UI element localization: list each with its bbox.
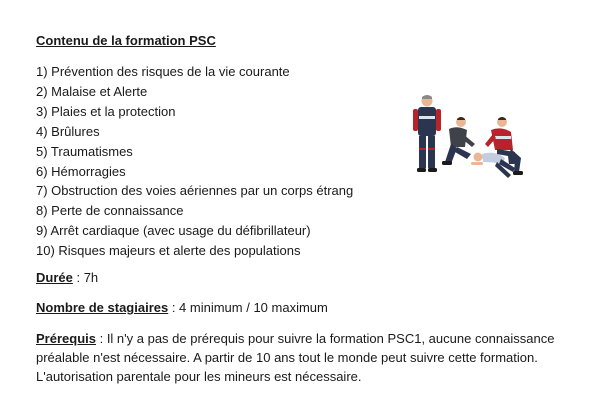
topic-item: 10) Risques majeurs et alerte des populations (36, 243, 301, 259)
trainees-line (36, 299, 576, 317)
topic-item: 7) Obstruction des voies aériennes par un corps étrang (36, 183, 354, 199)
standing-rescuer-icon (413, 95, 441, 172)
duration-value: : 7h (72, 270, 99, 286)
topic-item: 2) Malaise et Alerte (36, 83, 148, 99)
topic-item: 3) Plaies et la protection (36, 103, 176, 119)
first-aid-rescuers-icon (405, 92, 530, 194)
prerequisites-label: Prérequis (36, 331, 96, 347)
trainees-value: : 4 minimum / 10 maximum (168, 300, 328, 316)
prerequisites-paragraph (36, 329, 576, 386)
document-page (36, 32, 576, 398)
topic-item: 5) Traumatismes (36, 143, 133, 159)
topic-item: 6) Hémorragies (36, 163, 126, 179)
kneeling-rescuer-icon (442, 117, 475, 165)
topic-item: 8) Perte de connaissance (36, 203, 184, 219)
topic-item: 4) Brûlures (36, 123, 100, 139)
trainees-label: Nombre de stagiaires (36, 300, 169, 316)
duration-label: Durée (36, 270, 73, 286)
prerequisites-value: : Il n'y a pas de prérequis pour suivre la formation PSC1, aucune connaissance préalable n'est nécessaire. A partir de 10 ans tout le monde peut suivre cette formation. L'autorisation parentale pour les mineurs est nécessaire. (36, 331, 555, 385)
duration-line (36, 269, 576, 287)
topic-item: 1) Prévention des risques de la vie courante (36, 64, 290, 79)
page-title: Contenu de la formation PSC (36, 33, 216, 48)
topic-item: 9) Arrêt cardiaque (avec usage du défibrillateur) (36, 223, 311, 239)
